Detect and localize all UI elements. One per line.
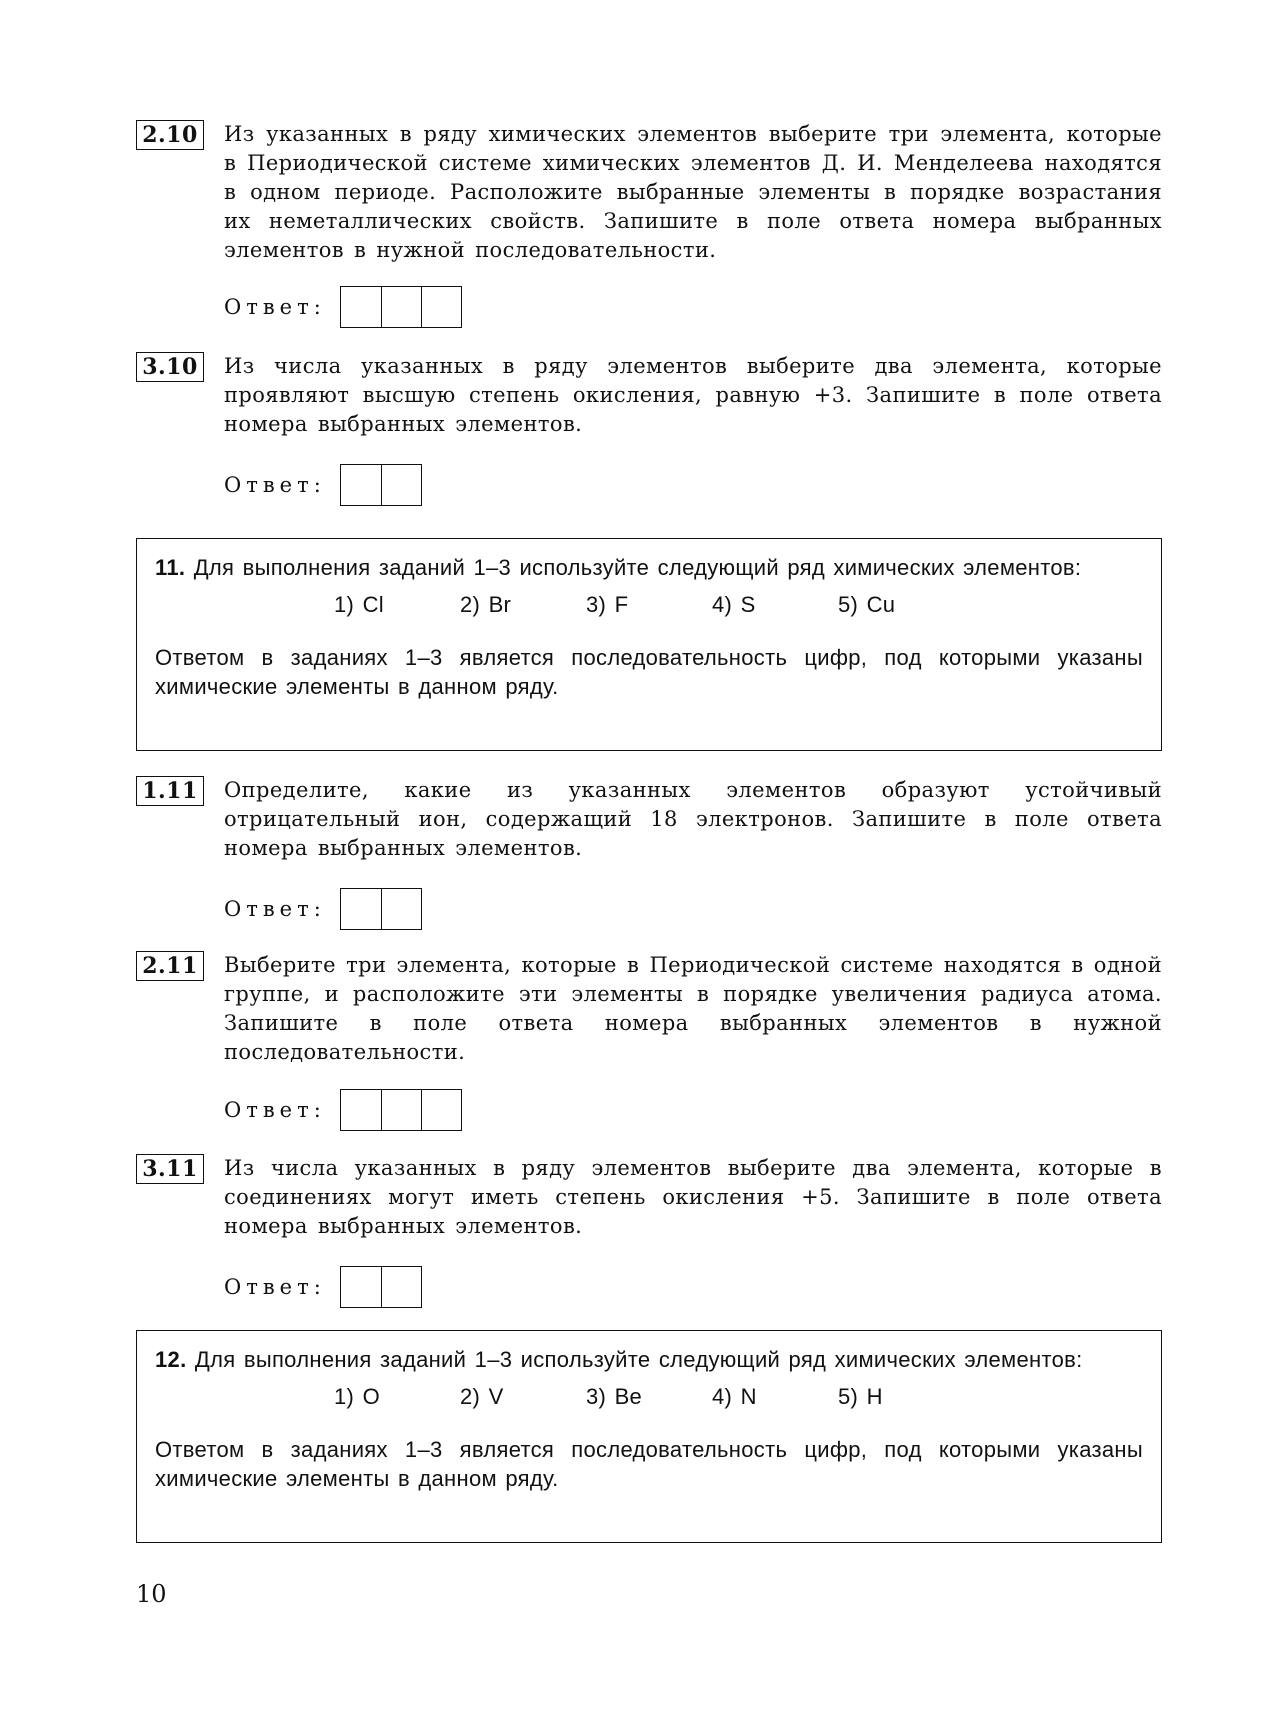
info-intro-text: Для выполнения заданий 1–3 используйте следующий ряд химических элементов: (194, 1347, 1083, 1372)
answer-cell[interactable] (381, 1267, 421, 1307)
answer-cell[interactable] (421, 1090, 461, 1130)
answer-cell[interactable] (341, 1090, 381, 1130)
answer-row (224, 286, 462, 328)
answer-field[interactable] (340, 464, 422, 506)
page-number: 10 (136, 1580, 167, 1608)
answer-label: Ответ: (224, 295, 326, 319)
answer-label: Ответ: (224, 1275, 326, 1299)
task-text: Определите, какие из указанных элементов образуют устойчивый отрицательный ион, содержащий 18 электронов. Запишите в поле ответа номера выбранных элементов. (224, 778, 1162, 860)
answer-field[interactable] (340, 1266, 422, 1308)
answer-row (224, 1089, 462, 1131)
answer-cell[interactable] (341, 287, 381, 327)
element-item: 4) N (712, 1384, 757, 1409)
element-item: 3) F (586, 592, 629, 617)
task-number: 3.11 (136, 1154, 204, 1184)
task-number: 2.11 (136, 951, 204, 981)
answer-label: Ответ: (224, 897, 326, 921)
answer-row (224, 1266, 422, 1308)
task-text: Из указанных в ряду химических элементов выберите три элемента, которые в Периодической системе химических элементов Д. И. Менделеева находятся в одном периоде. Расположите выбранные элементы в порядке возрастания их неметаллических свойств. Запишите в поле ответа номера выбранных элементов в нужной последовательности. (224, 122, 1162, 262)
answer-row (224, 888, 422, 930)
element-item: 5) H (838, 1384, 883, 1409)
info-box-12 (136, 1330, 1162, 1543)
element-item: 2) V (460, 1384, 504, 1409)
info-note: Ответом в заданиях 1–3 является последовательность цифр, под которыми указаны химические элементы в данном ряду. (155, 1437, 1143, 1491)
answer-cell[interactable] (381, 1090, 421, 1130)
info-note: Ответом в заданиях 1–3 является последовательность цифр, под которыми указаны химические элементы в данном ряду. (155, 645, 1143, 699)
element-item: 1) O (334, 1384, 380, 1409)
task-number: 2.10 (136, 120, 204, 150)
info-intro-text: Для выполнения заданий 1–3 используйте следующий ряд химических элементов: (193, 555, 1082, 580)
info-number: 12. (155, 1347, 187, 1372)
info-intro (155, 1345, 1143, 1374)
element-item: 4) S (712, 592, 756, 617)
answer-label: Ответ: (224, 1098, 326, 1122)
element-item: 2) Br (460, 592, 512, 617)
answer-field[interactable] (340, 286, 462, 328)
answer-cell[interactable] (381, 287, 421, 327)
answer-cell[interactable] (381, 889, 421, 929)
answer-cell[interactable] (341, 1267, 381, 1307)
answer-cell[interactable] (421, 287, 461, 327)
task-text: Из числа указанных в ряду элементов выберите два элемента, которые проявляют высшую степень окисления, равную +3. Запишите в поле ответа номера выбранных элементов. (224, 354, 1162, 436)
task-text: Выберите три элемента, которые в Периодической системе находятся в одной группе, и расположите эти элементы в порядке увеличения радиуса атома. Запишите в поле ответа номера выбранных элементов в нужной последовательности. (224, 953, 1162, 1064)
task-number: 3.10 (136, 352, 204, 382)
info-intro (155, 553, 1143, 582)
task-text: Из числа указанных в ряду элементов выберите два элемента, которые в соединениях могут иметь степень окисления +5. Запишите в поле ответа номера выбранных элементов. (224, 1156, 1162, 1238)
element-item: 5) Cu (838, 592, 896, 617)
answer-cell[interactable] (341, 889, 381, 929)
answer-cell[interactable] (381, 465, 421, 505)
info-box-11 (136, 538, 1162, 751)
element-item: 3) Be (586, 1384, 643, 1409)
element-series (155, 1382, 1143, 1411)
info-number: 11. (155, 555, 186, 580)
answer-label: Ответ: (224, 473, 326, 497)
answer-field[interactable] (340, 888, 422, 930)
element-series (155, 590, 1143, 619)
answer-field[interactable] (340, 1089, 462, 1131)
answer-cell[interactable] (341, 465, 381, 505)
task-number: 1.11 (136, 776, 204, 806)
element-item: 1) Cl (334, 592, 384, 617)
answer-row (224, 464, 422, 506)
